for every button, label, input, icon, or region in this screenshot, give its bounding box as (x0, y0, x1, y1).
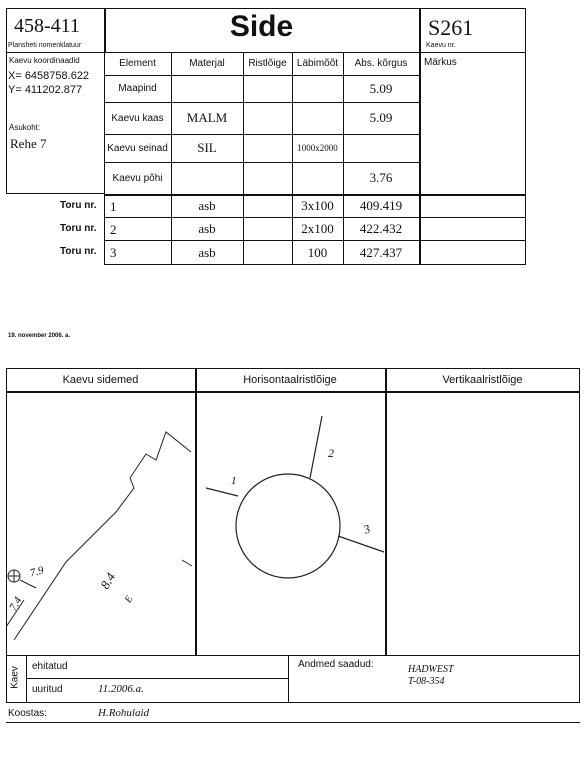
pipe-diameter: 3x100 (301, 198, 334, 213)
coord-x: X= 6458758.622 (8, 70, 90, 82)
horizontal-section-sketch (196, 392, 385, 656)
pipe-abs: 427.437 (359, 245, 403, 260)
table-row-diameter: 1000x2000 (297, 143, 338, 153)
nomenclature-number: 458-411 (14, 15, 80, 37)
sketch-note: 8.4 (97, 569, 119, 592)
table-row-element: Kaevu põhi (112, 172, 163, 184)
pipe-number: 3 (110, 245, 117, 260)
pipe-label: Toru nr. (60, 200, 97, 211)
pipe-number: 1 (110, 199, 117, 214)
coord-y: Y= 411202.877 (8, 84, 83, 96)
pipe-mark-2: 2 (328, 446, 334, 460)
pipe-mark-1: 1 (231, 475, 237, 487)
address-value: Rehe 7 (10, 136, 47, 151)
coordinates-label: Kaevu koordinaadid (9, 56, 80, 65)
table-row-abs: 5.09 (369, 110, 393, 125)
well-number: S261 (428, 15, 474, 40)
built-label: ehitatud (32, 661, 68, 672)
pipe-abs: 422.432 (359, 221, 403, 236)
pipe-label: Toru nr. (60, 246, 97, 257)
connections-sketch (6, 392, 195, 656)
col-header-cross-section: Ristlõige (248, 58, 287, 69)
table-row-element: Maapind (118, 83, 157, 94)
page-title: Side (229, 10, 294, 43)
source-value-1: HADWEST (408, 664, 454, 675)
table-row-abs: 3.76 (369, 170, 393, 185)
author-label: Koostas: (8, 708, 47, 719)
pipe-label: Toru nr. (60, 223, 97, 234)
table-row-abs: 5.09 (369, 80, 393, 96)
source-label: Andmed saadud: (298, 659, 374, 670)
pipe-diameter: 100 (307, 245, 328, 260)
pipe-number: 2 (110, 222, 117, 237)
section-header-horizontal: Horisontaalristlõige (243, 373, 337, 386)
pipe-abs: 409.419 (359, 198, 403, 213)
source-value-2: T-08-354 (408, 676, 445, 687)
section-header-connections: Kaevu sidemed (62, 373, 139, 386)
pipe-diameter: 2x100 (301, 221, 334, 236)
well-number-label: Kaevu nr. (426, 42, 456, 49)
table-row-element: Kaevu seinad (107, 142, 168, 154)
table-row-element: Kaevu kaas (111, 112, 164, 124)
pipe-material: asb (198, 198, 216, 213)
footer-frame (6, 655, 580, 703)
col-header-material: Materjal (189, 58, 225, 69)
sketch-note: 7.4 (7, 595, 25, 613)
section-header-vertical: Vertikaalristlõige (442, 373, 523, 386)
surveyed-label: uuritud (32, 684, 63, 695)
col-header-abs-height: Abs. kõrgus (354, 58, 408, 69)
sketch-note: E (122, 594, 136, 605)
surveyed-value: 11.2006.a. (98, 683, 144, 695)
address-label: Asukoht: (9, 123, 41, 132)
sketch-note: 7.9 (28, 564, 46, 580)
pipe-material: asb (198, 221, 216, 236)
kaev-vertical-label: Kaev (9, 666, 21, 689)
author-value: H.Rohulaid (98, 707, 150, 719)
col-header-diameter: Läbimõõt (296, 58, 339, 69)
author-underline (6, 722, 580, 723)
nomenclature-label: Plansheti nomenklatuur (8, 42, 82, 49)
col-header-element: Element (119, 58, 156, 69)
col-header-notes: Märkus (424, 57, 457, 68)
pipe-mark-3: 3 (361, 521, 373, 537)
well-circle (236, 474, 340, 578)
table-row-material: MALM (186, 110, 228, 125)
date-line: 19. november 2006. a. (8, 333, 71, 339)
table-row-material: SIL (197, 140, 217, 155)
pipe-material: asb (198, 245, 216, 260)
